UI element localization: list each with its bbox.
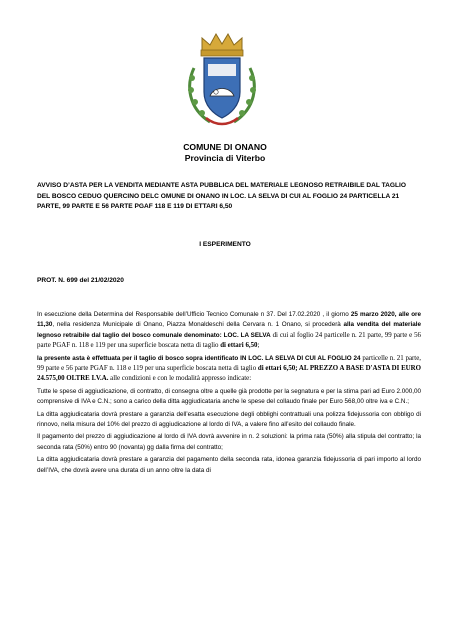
text-run: la presente asta è effettuata per il taglio di bosco sopra identificato IN LOC. LA SELVA DI CUI AL FOGLIO 24 (37, 354, 361, 362)
text-run: ; (257, 342, 260, 350)
provincia-subtitle: Provincia di Viterbo (184, 153, 266, 163)
paragraph-guarantee: La ditta aggiudicataria dovrà prestare a garanzia dell’esatta esecuzione degli obblighi contrattuali una polizza fidejussoria con obbligo di rinnovo, nella misura del 10% del prezzo di aggiudicazione al lordo di IVA, a valere fino all’esito del collaudo finale. (37, 410, 421, 429)
surface-area: di ettari 6,50 (220, 342, 258, 350)
coat-of-arms-emblem (180, 30, 264, 130)
paragraph-payment: Il pagamento del prezzo di aggiudicazione al lordo di IVA dovrà avvenire in n. 2 soluzioni: la prima rata (50%) alla stipula del contratto; la seconda rata (50%) entro 90 (novanta) gg dalla firma del contratto; (37, 433, 421, 451)
paragraph-determina (37, 310, 421, 352)
text-run: In esecuzione della Determina del Responsabile dell’Ufficio Tecnico Comunale n 37. Del 17.02.2020 , il giorno (37, 311, 351, 318)
paragraph-expenses: Tutte le spese di aggiudicazione, di contratto, di consegna oltre a quelle già prodotte per la segnatura e per la stima pari ad Euro 2.000,00 comprensive di IVA e C.N.; sono a carico della ditta aggiudicataria anche le spese del collaudo finale per Euro 568,00 oltre iva e C.N.; (37, 387, 421, 406)
protocol-number: PROT. N. 699 del 21/02/2020 (37, 277, 124, 284)
text-run: , nella residenza Municipale di Onano, Piazza Monaldeschi della Cervara n. 1 Onano, si procederà (52, 321, 344, 329)
sale-object: alla vendita del materiale legnoso retraibile dal taglio del bosco comunale denominato: LOC. LA SELVA (37, 321, 421, 339)
text-run: di cui al foglio 24 particelle n. 21 parte, 99 parte e 56 parte PGAF n. 118 e 119 per una superficie boscata netta di taglio (37, 331, 421, 350)
document-body (37, 310, 421, 476)
text-run: alle condizioni e con le modalità appresso indicate: (108, 375, 252, 383)
base-price: di ettari 6,50; AL PREZZO A BASE D'ASTA DI EURO 24.575,00 OLTRE I.V.A. (37, 365, 421, 383)
notice-title: AVVISO D’ASTA PER LA VENDITA MEDIANTE ASTA PUBBLICA DEL MATERIALE LEGNOSO RETRAIBILE DAL TAGLIO DEL BOSCO CEDUO QUERCINO DELC OMUNE DI ONANO IN LOC. LA SELVA DI CUI AL FOGLIO 24 PARTICELLA 21 PARTE, 99 PARTE E 56 PARTE PGAF 118 E 119 DI ETTARI 6,50 (37, 182, 407, 210)
auction-date: 25 marzo 2020, alle ore 11,30 (37, 311, 421, 329)
paragraph-base-price (37, 354, 421, 385)
comune-title: COMUNE DI ONANO (183, 142, 267, 152)
text-run: particelle n. 21 parte, 99 parte e 56 parte PGAF n. 118 e 119 per una superficie boscata netta di taglio (37, 354, 422, 373)
experiment-label: I ESPERIMENTO (199, 241, 251, 248)
paragraph-second-rate: La ditta aggiudicataria dovrà prestare a garanzia del pagamento della seconda rata, idonea garanzia fidejussoria di pari importo al lordo dell’IVA, che dovrà avere una durata di un anno oltre la data di (37, 456, 421, 474)
